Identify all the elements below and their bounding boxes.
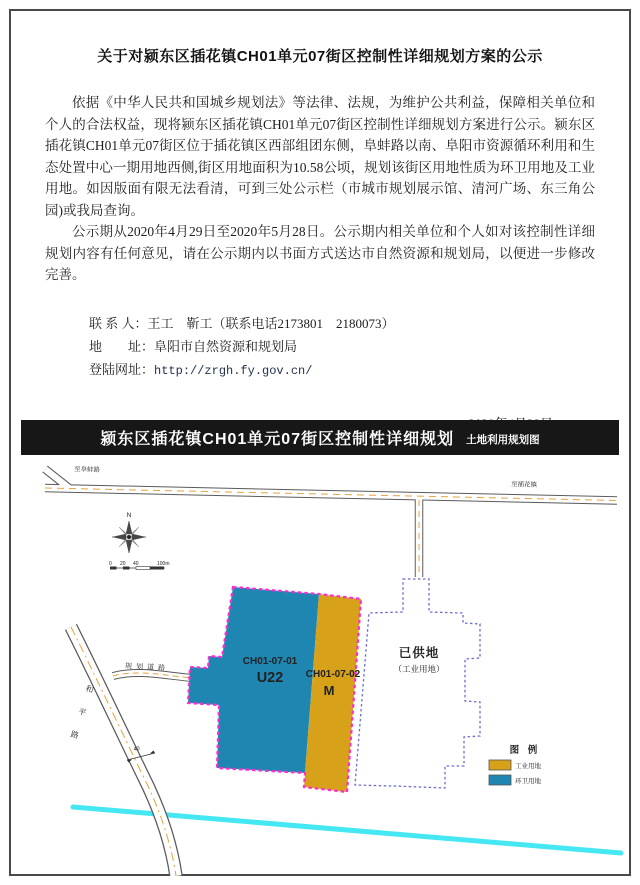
scale-segment-3 [136, 567, 150, 570]
road-label-top-right: 至插花镇 [510, 481, 538, 489]
contact-address-value: 阜阳市自然资源和规划局 [154, 338, 298, 354]
map-subtitle: 土地利用规划图 [466, 434, 540, 446]
scale-tick-0: 0 [109, 561, 112, 567]
legend-label-industrial: 工业用地 [515, 763, 541, 770]
contact-person-value: 王工 靳工（联系电话2173801 2180073） [147, 315, 395, 331]
contact-person-row [89, 312, 629, 335]
contact-website-label: 登陆网址： [89, 361, 155, 377]
scale-tick-20: 20 [120, 561, 126, 567]
legend-swatch-sanitation [489, 775, 511, 785]
notice-title: 关于对颍东区插花镇CH01单元07街区控制性详细规划方案的公示 [97, 48, 543, 65]
legend-label-sanitation: 环卫用地 [515, 778, 541, 785]
legend-title: 图 例 [509, 745, 541, 756]
map-title: 颍东区插花镇CH01单元07街区控制性详细规划 [100, 431, 455, 448]
map-title-bar [21, 420, 619, 455]
scale-tick-40: 40 [133, 561, 139, 567]
parcel-m-code-label: CH01-07-02 [305, 669, 361, 680]
road-label-heping: 和平路 [64, 683, 96, 755]
contact-person-label: 联 系 人： [89, 315, 148, 331]
dimension-value: 40 [133, 745, 141, 753]
contact-address-label: 地 址： [89, 338, 155, 354]
notice-paragraph-2: 公示期从2020年4月29日至2020年5月28日。公示期内相关单位和个人如对该控制性详细规划内容有任何意见，请在公示期内以书面方式送达市自然资源和规划局，以便进一步修改完善。 [45, 224, 595, 282]
compass-center [127, 535, 131, 539]
compass-north-label: N [126, 512, 132, 519]
scale-segment-2 [123, 567, 130, 570]
map-legend [489, 744, 542, 785]
scale-segment-4 [150, 567, 164, 570]
website-link[interactable]: http://zrgh.fy.gov.cn/ [154, 363, 313, 378]
road-label-top-left: 至阜蚌路 [73, 466, 101, 474]
parcel-u22-code-label: CH01-07-01 [242, 656, 298, 667]
parcel-m-type-label: M [323, 683, 335, 698]
map-area [21, 455, 619, 874]
compass-icon [112, 512, 146, 553]
notice-paragraph-1: 依据《中华人民共和国城乡规划法》等法律、法规，为维护公共利益，保障相关单位和个人的合法权益，现将颍东区插花镇CH01单元07街区控制性详细规划方案进行公示。颍东区插花镇CH01单元07街区位于插花镇区西部组团东侧，阜蚌路以南、阜阳市资源循环利用和生态处置中心一期用地西侧,街区用地面积为10.58公顷，规划该街区用地性质为环卫用地及工业用地。如因版面有限无法看清，可到三处公示栏（市城市规划展示馆、清河广场、东三角公园)或我局查询。 [45, 95, 595, 218]
contact-address-row [89, 335, 629, 358]
scale-bar [109, 561, 170, 570]
notice-body [45, 92, 595, 286]
scale-segment-1 [110, 567, 117, 570]
contact-website-row [89, 358, 629, 383]
parcel-supplied-label: 已供地 [398, 646, 440, 660]
parcel-supplied-industrial [355, 579, 480, 788]
parcel-u22-sanitation [188, 587, 319, 773]
road-label-guihua: 规划道路 [124, 663, 170, 673]
land-use-map [21, 455, 639, 876]
notice-page [9, 9, 631, 876]
parcel-supplied-sublabel: （工业用地） [393, 664, 445, 674]
notice-section [11, 11, 629, 419]
legend-swatch-industrial [489, 760, 511, 770]
scale-tick-100: 100m [157, 561, 170, 567]
contact-block [89, 312, 629, 383]
parcel-u22-type-label: U22 [256, 670, 284, 686]
